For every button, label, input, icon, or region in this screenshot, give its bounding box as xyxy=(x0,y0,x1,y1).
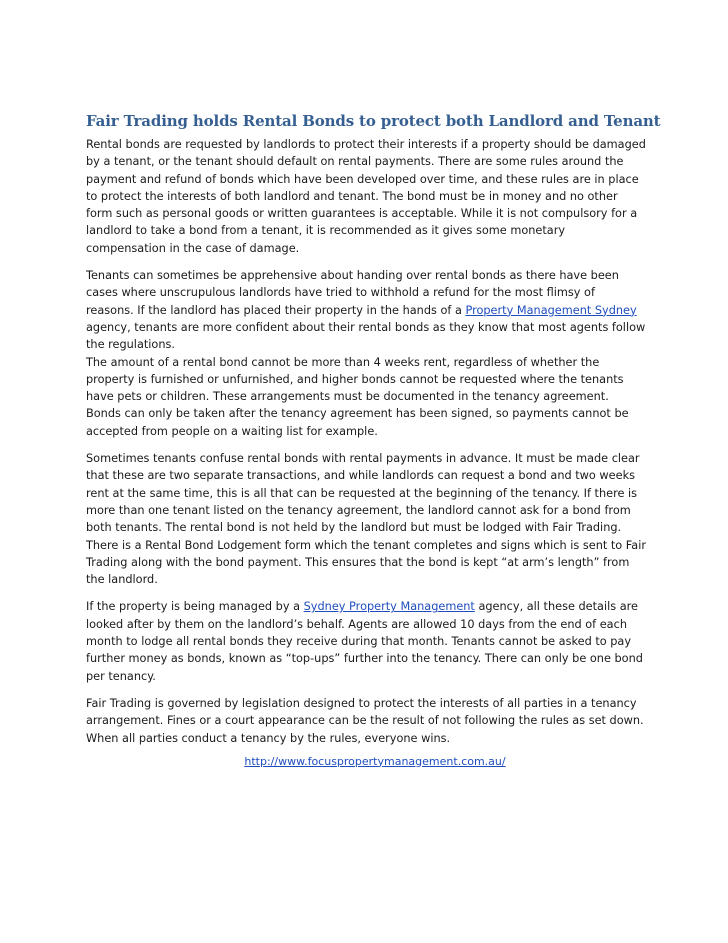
paragraph-2-text-start: Tenants can sometimes be apprehensive about handing over rental bonds as there have been cases where unscrupulous landlords have tried to withhold a refund for the most flimsy of reasons. If the landlord has placed their property in the hands of a xyxy=(86,269,619,317)
paragraph-5-text-end: agency, all these details are looked after by them on the landlord’s behalf. Agents are allowed 10 days from the end of each month to lodge all rental bonds they receive during that month. Tenants cannot be asked to pay further money as bonds, known as “top-ups” further into the tenancy. There can only be one bond per tenancy. xyxy=(86,600,643,683)
property-management-sydney-link[interactable]: Property Management Sydney xyxy=(465,303,637,317)
document-body xyxy=(86,111,661,770)
page-title: Fair Trading holds Rental Bonds to protect both Landlord and Tenant xyxy=(86,112,661,130)
sydney-property-management-link[interactable]: Sydney Property Management xyxy=(303,600,475,614)
paragraph-4: Sometimes tenants confuse rental bonds with rental payments in advance. It must be made clear that these are two separate transactions, and while landlords can request a bond and two weeks rent at the same time, this is all that can be requested at the beginning of the tenancy. If there is more than one tenant listed on the tenancy agreement, the landlord cannot ask for a bond from both tenants. The rental bond is not held by the landlord but must be lodged with Fair Trading. There is a Rental Bond Lodgement form which the tenant completes and signs which is sent to Fair Trading along with the bond payment. This ensures that the bond is kept “at arm’s length” from the landlord. xyxy=(86,452,646,587)
paragraph-2-text-end: agency, tenants are more confident about their rental bonds as they know that most agents follow the regulations. xyxy=(86,320,646,352)
footer-website-link[interactable]: http://www.focuspropertymanagement.com.au/ xyxy=(244,754,506,768)
paragraph-2 xyxy=(86,267,646,353)
paragraph-5-text-start: If the property is being managed by a xyxy=(86,600,304,614)
paragraph-6: Fair Trading is governed by legislation designed to protect the interests of all parties in a tenancy arrangement. Fines or a court appearance can be the result of not following the rules as set down. When all parties conduct a tenancy by the rules, everyone wins. xyxy=(86,696,644,745)
paragraph-5 xyxy=(86,598,646,684)
paragraph-3: The amount of a rental bond cannot be more than 4 weeks rent, regardless of whether the property is furnished or unfurnished, and higher bonds cannot be requested where the tenants have pets or children. These arrangements must be documented in the tenancy agreement. Bonds can only be taken after the tenancy agreement has been signed, so payments cannot be accepted from people on a waiting list for example. xyxy=(86,355,629,438)
paragraph-1: Rental bonds are requested by landlords to protect their interests if a property should be damaged by a tenant, or the tenant should default on rental payments. There are some rules around the payment and refund of bonds which have been developed over time, and these rules are in place to protect the interests of both landlord and tenant. The bond must be in money and no other form such as personal goods or written guarantees is acceptable. While it is not compulsory for a landlord to take a bond from a tenant, it is recommended as it gives some monetary compensation in the case of damage. xyxy=(86,138,646,255)
